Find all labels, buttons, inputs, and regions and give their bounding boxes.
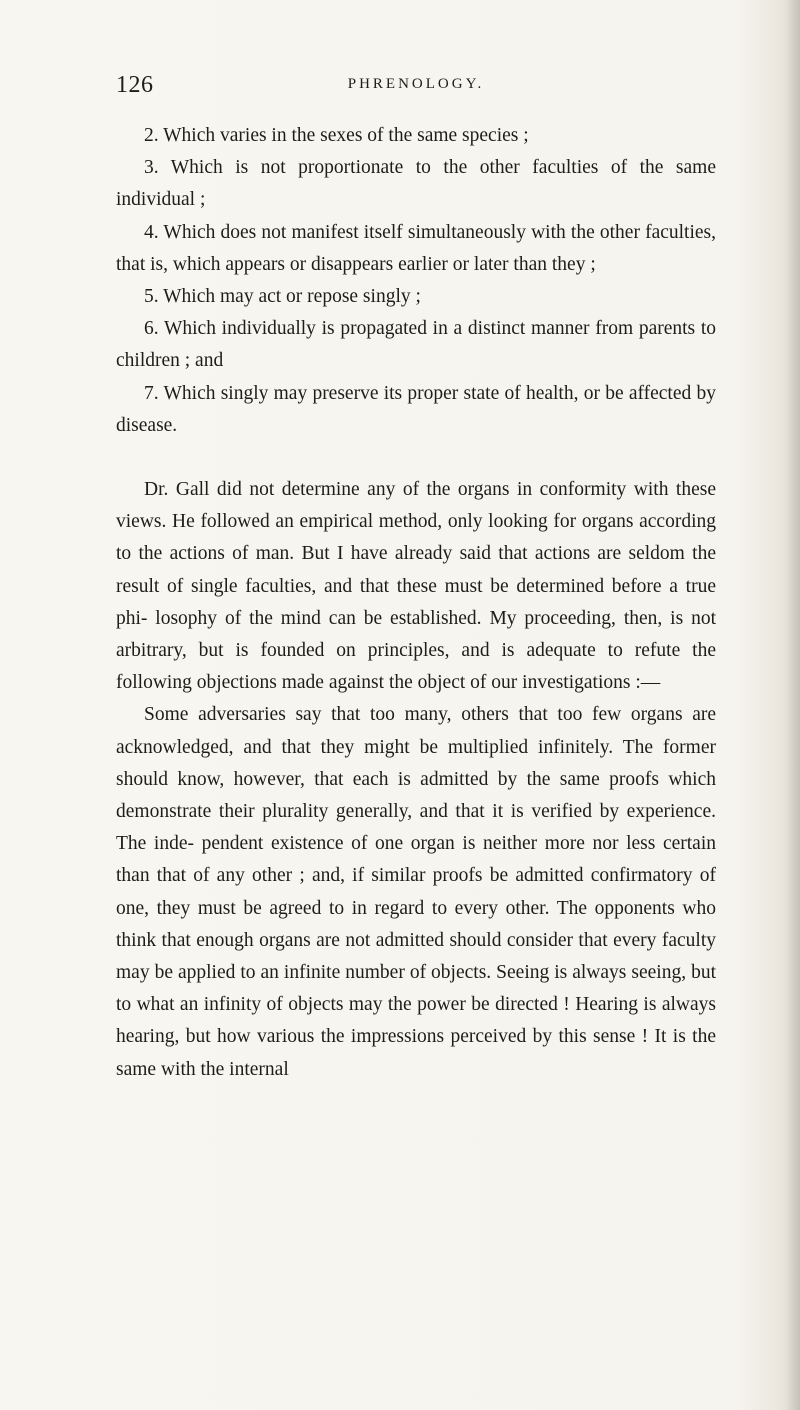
list-item-5: 5. Which may act or repose singly ; xyxy=(144,286,421,308)
list-item-6: 6. Which individually is propagated in a distinct manner from parents to children ; and xyxy=(116,318,716,372)
body-text xyxy=(116,120,716,1086)
paragraph-adversaries: Some adversaries say that too many, others that too few organs are acknowledged, and that they might be multiplied infinitely. The former should know, however, that each is admitted by the same proofs which demonstrate their plurality generally, and that it is verified by experience. The inde- pendent existence of one organ is neither more nor less certain than that of any other ; and, if similar proofs be admitted confirmatory of one, they must be agreed to in regard to every other. The opponents who think that enough organs are not admitted should consider that every faculty may be applied to an infinite number of objects. Seeing is always seeing, but to what an infinity of objects may the power be directed ! Hearing is always hearing, but how various the impressions perceived by this sense ! It is the same with the internal xyxy=(116,704,716,1080)
page-number: 126 xyxy=(116,72,154,98)
running-head: PHRENOLOGY. xyxy=(347,76,485,92)
list-item-4: 4. Which does not manifest itself simultaneously with the other faculties, that is, which appears or disappears earlier or later than they ; xyxy=(116,221,716,275)
paragraph-gall-method: Dr. Gall did not determine any of the organs in conformity with these views. He followed an empirical method, only looking for organs according to the actions of man. But I have already said that actions are seldom the result of single faculties, and that these must be determined before a true phi- losophy of the mind can be established. My proceeding, then, is not arbitrary, but is founded on principles, and is adequate to refute the following objections made against the object of our investigations :— xyxy=(116,479,716,694)
list-item-2: 2. Which varies in the sexes of the same species ; xyxy=(144,125,529,146)
list-item-3: 3. Which is not proportionate to the other faculties of the same individual ; xyxy=(116,157,716,211)
list-item-7: 7. Which singly may preserve its proper state of health, or be affected by disease. xyxy=(116,382,716,436)
page-edge-shadow xyxy=(786,0,800,1410)
page-header xyxy=(116,72,716,112)
